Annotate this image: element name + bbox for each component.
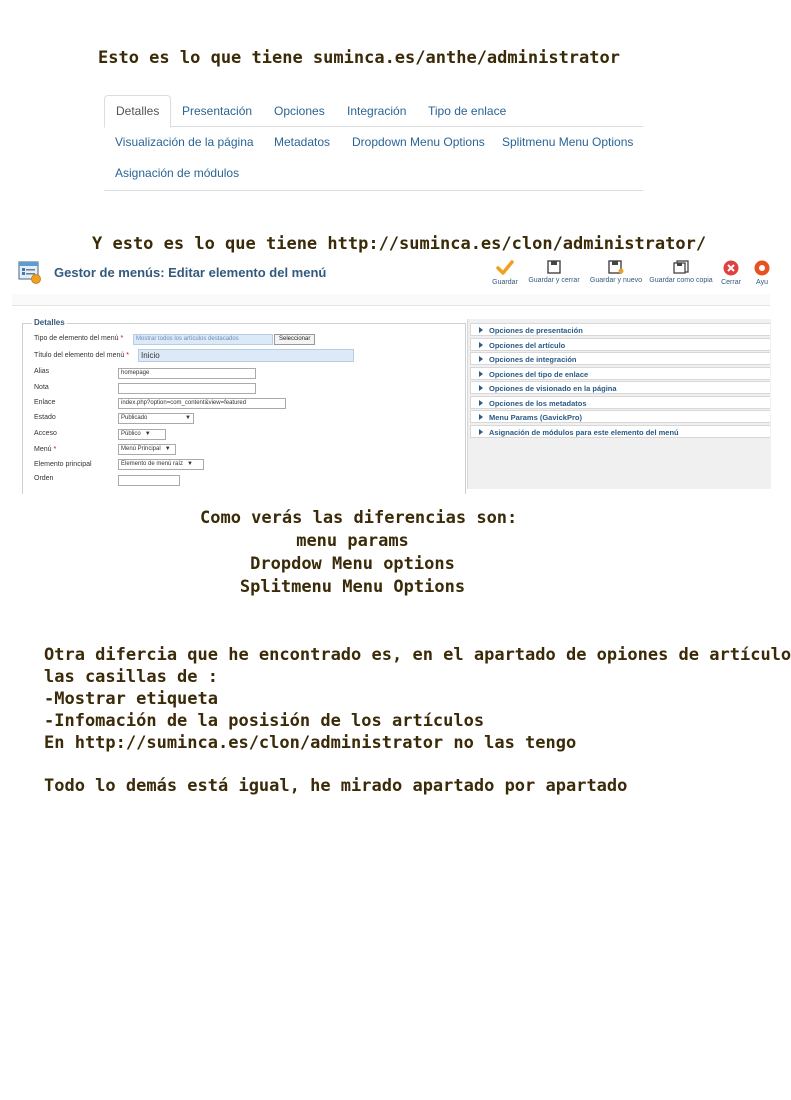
expand-arrow-icon [479,327,483,333]
tab-asignacion-modulos[interactable]: Asignación de módulos [115,166,240,180]
menu-item-type-field: Mostrar todos los artículos destacados [133,334,273,345]
access-label: Acceso [34,430,57,437]
clon-admin-screenshot [12,256,770,482]
state-label: Estado [34,414,56,421]
difference-item: menu params [296,531,409,551]
intro-clon: Y esto es lo que tiene http://suminca.es/clon/administrator/ [92,234,707,254]
page-title: Gestor de menús: Editar elemento del menú [54,265,327,280]
tab-opciones[interactable]: Opciones [274,104,325,118]
details-legend: Detalles [34,318,65,327]
differences-heading: Como verás las diferencias son: [200,508,518,528]
other-line: Otra difercia que he encontrado es, en el apartado de opiones de artículo [44,645,791,665]
tab-visualizacion-pagina[interactable]: Visualización de la página [115,135,254,149]
menu-item-type-label: Tipo de elemento del menú * [34,335,124,342]
save-copy-label: Guardar como copia [649,277,713,284]
option-asignacion-modulos[interactable]: Asignación de módulos para este elemento del menú [470,425,770,438]
save-label: Guardar [492,279,518,286]
option-presentacion[interactable]: Opciones de presentación [470,323,770,336]
state-select[interactable]: Publicado ▼ [118,413,194,424]
alias-input[interactable]: homepage [118,368,256,379]
select-type-button[interactable]: Seleccionar [274,334,315,345]
expand-arrow-icon [479,342,483,348]
access-select[interactable]: Público ▼ [118,429,166,440]
note-input[interactable] [118,383,256,394]
difference-item: Splitmenu Menu Options [239,577,466,597]
save-button[interactable] [490,260,520,286]
expand-arrow-icon [479,429,483,435]
anthe-tabs-panel [104,95,643,191]
link-label: Enlace [34,399,56,406]
parent-item-label: Elemento principal [34,461,92,468]
option-menu-params[interactable]: Menu Params (GavickPro) [470,410,770,423]
admin-header [12,256,770,295]
other-line: -Mostrar etiqueta [44,689,218,709]
menu-label: Menú * [34,446,57,453]
other-difference-block [44,644,791,754]
save-close-label: Guardar y cerrar [528,277,580,284]
floppy-plus-icon [608,260,624,274]
close-icon [723,260,739,276]
parent-item-select[interactable]: Elemento de menú raíz ▼ [118,459,204,470]
tab-splitmenu-menu-options[interactable]: Splitmenu Menu Options [502,135,634,149]
save-close-button[interactable] [526,260,582,284]
menu-item-title-label: Título del elemento del menú * [34,352,129,359]
copy-icon [673,260,689,274]
other-line: las casillas de : [44,667,218,687]
expand-arrow-icon [479,371,483,377]
expand-arrow-icon [479,414,483,420]
expand-arrow-icon [479,356,483,362]
close-button[interactable] [718,260,744,286]
difference-item: Dropdow Menu options [250,554,455,574]
other-line: En http://suminca.es/clon/administrator no las tengo [44,733,577,753]
alias-label: Alias [34,368,50,375]
header-separator [12,294,770,306]
close-label: Cerrar [721,279,741,286]
help-icon [754,260,770,276]
order-select[interactable] [118,475,180,486]
option-articulo[interactable]: Opciones del artículo [470,338,770,351]
tab-metadatos[interactable]: Metadatos [274,135,331,149]
tab-presentacion[interactable]: Presentación [182,104,253,118]
note-label: Nota [34,384,49,391]
closing-note: Todo lo demás está igual, he mirado apartado por apartado [44,776,628,796]
option-tipo-enlace[interactable]: Opciones del tipo de enlace [470,367,770,380]
floppy-icon [547,260,561,274]
save-new-button[interactable] [588,260,644,284]
tab-detalles[interactable]: Detalles [104,95,171,128]
order-label: Orden [34,475,54,482]
option-visionado-pagina[interactable]: Opciones de visionado en la página [470,381,770,394]
option-integracion[interactable]: Opciones de integración [470,352,770,365]
option-metadatos[interactable]: Opciones de los metadatos [470,396,770,409]
other-line: -Infomación de la posisión de los artículos [44,711,485,731]
tab-integracion[interactable]: Integración [347,104,407,118]
differences-block [200,507,518,599]
save-new-label: Guardar y nuevo [589,277,643,284]
help-label: Ayu [756,279,768,286]
menu-item-title-input[interactable]: Inicio [138,349,354,362]
link-input[interactable]: index.php?option=com_content&view=featured [118,398,286,409]
save-copy-button[interactable] [648,260,714,284]
help-button[interactable] [752,260,772,286]
expand-arrow-icon [479,400,483,406]
checkmark-icon [496,260,514,276]
tab-tipo-de-enlace[interactable]: Tipo de enlace [428,104,507,118]
menu-manager-icon [18,260,42,284]
menu-select[interactable]: Menú Principal ▼ [118,444,176,455]
expand-arrow-icon [479,385,483,391]
intro-anthe: Esto es lo que tiene suminca.es/anthe/administrator [98,48,620,68]
tab-dropdown-menu-options[interactable]: Dropdown Menu Options [352,135,485,149]
tabs-divider [104,126,643,127]
